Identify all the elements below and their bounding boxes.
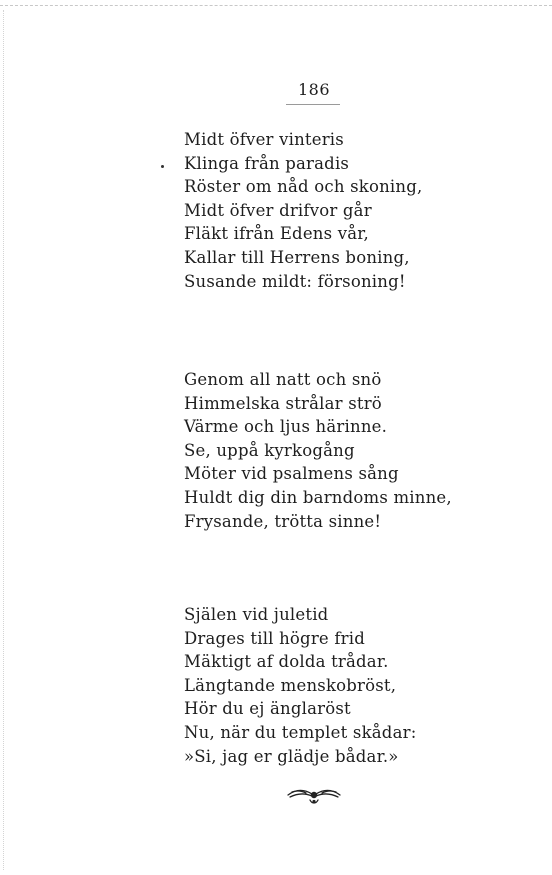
verse-line: Själen vid juletid — [184, 605, 329, 624]
page-number: 186 — [298, 80, 331, 99]
page-top-edge — [0, 5, 552, 6]
verse-line: Längtande menskobröst, — [184, 675, 397, 695]
verse-line: Genom all natt och snö — [184, 370, 382, 389]
verse-line: Klinga från paradis — [184, 153, 350, 173]
page-number-underline — [286, 104, 340, 105]
verse-line: Drages till högre frid — [184, 628, 365, 648]
print-speck — [161, 165, 164, 168]
page-left-edge — [3, 10, 4, 870]
verse-line: Huldt dig din barndoms minne, — [184, 487, 452, 507]
verse-line: »Si, jag er glädje bådar.» — [184, 746, 399, 766]
poem-stanza-2 — [184, 368, 452, 533]
verse-line: Frysande, trötta sinne! — [184, 511, 382, 531]
poem-stanza-3 — [184, 603, 416, 768]
verse-line: Fläkt ifrån Edens vår, — [184, 224, 370, 244]
verse-line: Värme och ljus härinne. — [184, 417, 388, 437]
verse-line: Susande mildt: försoning! — [184, 271, 406, 291]
verse-line: Midt öfver vinteris — [184, 130, 344, 149]
fleuron-ornament-icon — [286, 784, 342, 806]
verse-line: Nu, när du templet skådar: — [184, 722, 417, 742]
verse-line: Röster om nåd och skoning, — [184, 177, 423, 197]
verse-line: Se, uppå kyrkogång — [184, 440, 355, 460]
verse-line: Himmelska strålar strö — [184, 393, 382, 413]
poem-stanza-1 — [184, 128, 422, 293]
verse-line: Midt öfver drifvor går — [184, 200, 372, 220]
verse-line: Kallar till Herrens boning, — [184, 247, 410, 267]
verse-line: Hör du ej änglaröst — [184, 699, 351, 719]
verse-line: Mäktigt af dolda trådar. — [184, 652, 389, 672]
verse-line: Möter vid psalmens sång — [184, 464, 399, 484]
